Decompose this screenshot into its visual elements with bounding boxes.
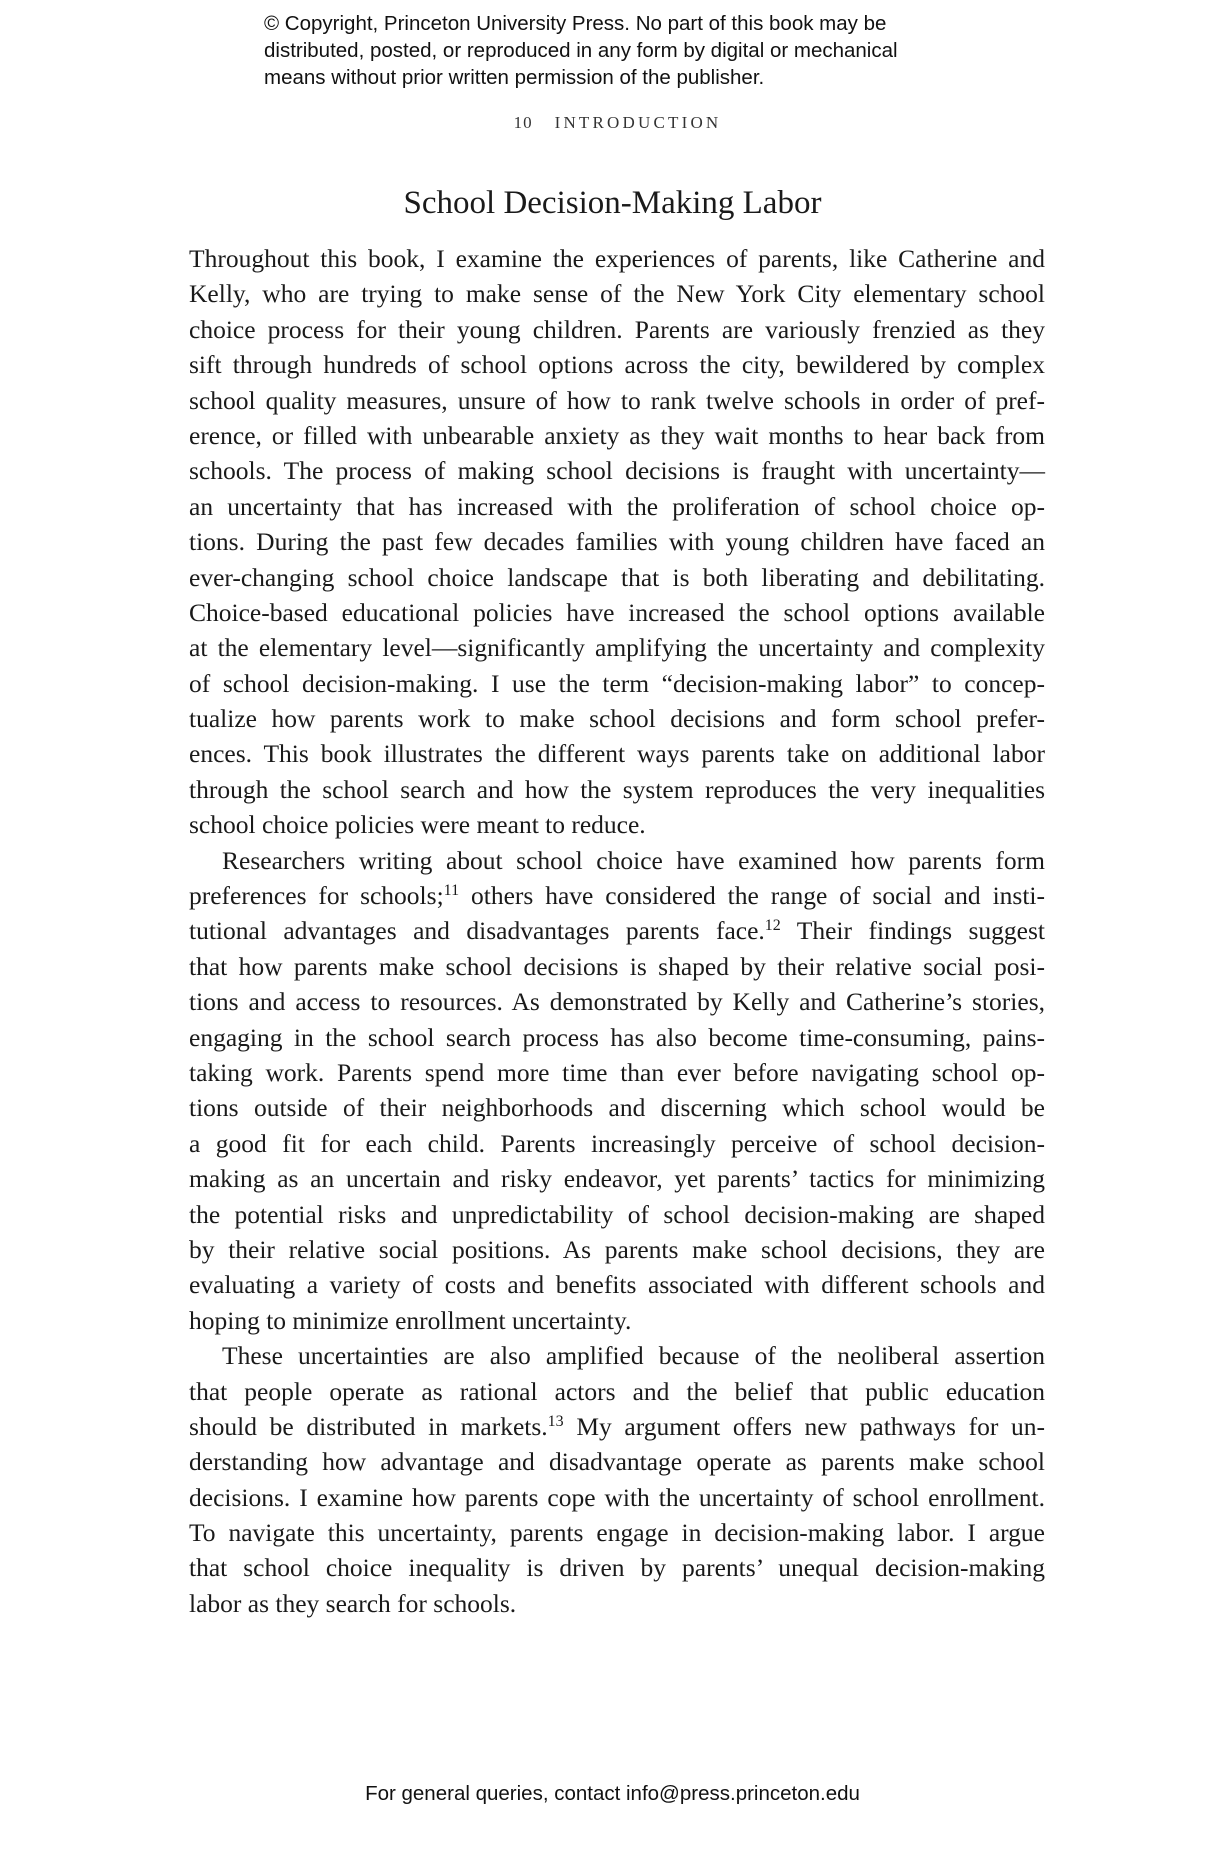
text-line: school choice policies were meant to reduce.	[189, 810, 646, 840]
footer-contact: For general queries, contact info@press.princeton.edu	[365, 1782, 860, 1805]
copyright-line: distributed, posted, or reproduced in any form by digital or mechanical	[264, 39, 898, 62]
text-line: that how parents make school decisions is shaped by their relative social posi-	[189, 951, 1045, 981]
text-segment: tutional advantages and disadvantages parents face.	[189, 916, 765, 946]
text-line: tualize how parents work to make school decisions and form school prefer-	[189, 704, 1045, 734]
text-line: labor as they search for schools.	[189, 1588, 517, 1618]
text-line: of school decision-making. I use the term “decision-making labor” to concep-	[189, 668, 1045, 698]
text-line: Throughout this book, I examine the experiences of parents, like Catherine and	[189, 244, 1045, 273]
text-line: Researchers writing about school choice have examined how parents form	[222, 845, 1045, 875]
text-line: Kelly, who are trying to make sense of the New York City elementary school	[189, 279, 1045, 309]
text-segment: Their findings suggest	[780, 916, 1045, 946]
text-line: To navigate this uncertainty, parents engage in decision-making labor. I argue	[189, 1518, 1045, 1548]
text-line: These uncertainties are also amplified because of the neoliberal assertion	[222, 1341, 1045, 1371]
text-segment: should be distributed in markets.	[189, 1411, 548, 1441]
page-number: 10	[513, 113, 533, 132]
text-line: taking work. Parents spend more time than ever before navigating school op-	[189, 1057, 1045, 1087]
text-line: engaging in the school search process has also become time-consuming, pains-	[189, 1022, 1045, 1052]
text-line: the potential risks and unpredictability of school decision-making are shaped	[189, 1199, 1045, 1229]
text-line: Choice-based educational policies have increased the school options available	[189, 597, 1045, 627]
text-line: through the school search and how the system reproduces the very inequalities	[189, 774, 1045, 804]
text-line: schools. The process of making school decisions is fraught with uncertainty—	[189, 456, 1045, 486]
text-line: tions. During the past few decades families with young children have faced an	[189, 527, 1045, 557]
copyright-line: means without prior written permission of the publisher.	[264, 66, 765, 89]
footnote-marker[interactable]: 13	[547, 1412, 564, 1430]
text-line: decisions. I examine how parents cope with the uncertainty of school enrollment.	[189, 1482, 1045, 1512]
text-line	[189, 1409, 1045, 1444]
text-line: by their relative social positions. As parents make school decisions, they are	[189, 1234, 1045, 1264]
text-line: school quality measures, unsure of how to rank twelve schools in order of pref-	[189, 385, 1045, 415]
text-line: derstanding how advantage and disadvantage operate as parents make school	[189, 1447, 1045, 1477]
footnote-marker[interactable]: 11	[443, 882, 460, 900]
text-line: erence, or filled with unbearable anxiety as they wait months to hear back from	[189, 420, 1045, 450]
text-line: choice process for their young children. Parents are variously frenzied as they	[189, 314, 1045, 344]
footnote-marker[interactable]: 12	[764, 917, 781, 935]
text-line: hoping to minimize enrollment uncertainty.	[189, 1305, 632, 1335]
text-line: evaluating a variety of costs and benefits associated with different schools and	[189, 1270, 1045, 1300]
text-line: making as an uncertain and risky endeavor, yet parents’ tactics for minimizing	[189, 1164, 1045, 1194]
text-line: ences. This book illustrates the different ways parents take on additional labor	[189, 739, 1045, 769]
text-line: that school choice inequality is driven by parents’ unequal decision-making	[189, 1553, 1045, 1583]
text-segment: others have considered the range of social and insti-	[459, 881, 1045, 911]
text-segment: My argument offers new pathways for un-	[563, 1411, 1045, 1441]
body-text	[189, 241, 1045, 1621]
text-line: tions outside of their neighborhoods and discerning which school would be	[189, 1093, 1045, 1123]
text-line: that people operate as rational actors and the belief that public education	[189, 1376, 1045, 1406]
copyright-notice	[264, 10, 1024, 91]
section-title: School Decision-Making Labor	[403, 185, 822, 221]
text-segment: preferences for schools;	[189, 881, 444, 911]
running-head	[0, 113, 1225, 133]
text-line	[189, 878, 1045, 913]
copyright-line: © Copyright, Princeton University Press. No part of this book may be	[264, 12, 887, 35]
text-line: at the elementary level—significantly amplifying the uncertainty and complexity	[189, 633, 1045, 663]
text-line: an uncertainty that has increased with the proliferation of school choice op-	[189, 491, 1045, 521]
text-line: a good fit for each child. Parents increasingly perceive of school decision-	[189, 1128, 1045, 1158]
text-line: tions and access to resources. As demonstrated by Kelly and Catherine’s stories,	[189, 987, 1045, 1017]
text-line: ever-changing school choice landscape that is both liberating and debilitating.	[189, 562, 1045, 592]
text-line: sift through hundreds of school options across the city, bewildered by complex	[189, 350, 1045, 380]
running-head-label: INTRODUCTION	[554, 113, 722, 132]
text-line	[189, 913, 1045, 948]
